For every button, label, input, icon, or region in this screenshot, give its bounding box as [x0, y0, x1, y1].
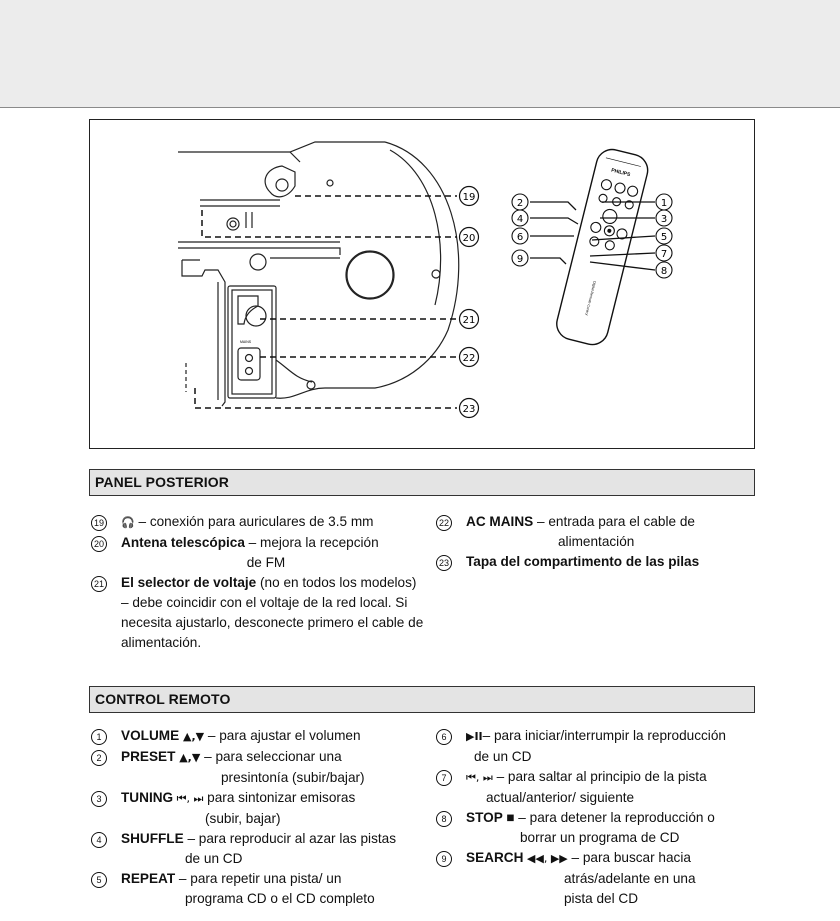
list-item-9: 9 SEARCH ◀◀, ▶▶ – para buscar hacia atrás/adelante en una pista del CD: [436, 848, 758, 909]
remote-control-drawing: [553, 146, 651, 348]
svg-text:20: 20: [462, 233, 476, 244]
page-header-band: [0, 0, 840, 108]
callout-7: [656, 245, 672, 261]
list-item-19: 19 🎧 – conexión para auriculares de 3.5 mm: [91, 512, 411, 533]
main-callouts: [460, 187, 479, 418]
svg-text:22: 22: [462, 353, 476, 364]
item-number: 2: [91, 750, 107, 766]
svg-text:1: 1: [660, 198, 668, 209]
callout-3: [656, 210, 672, 226]
callout-1: [656, 194, 672, 210]
callout-20: [460, 228, 479, 247]
callout-6: [512, 228, 528, 244]
main-unit-rear-drawing: [178, 142, 459, 406]
panel-posterior-right-column: [436, 512, 756, 572]
rear-panel-and-remote-drawing: [90, 120, 756, 450]
svg-text:4: 4: [516, 214, 524, 225]
callout-23: [460, 399, 479, 418]
svg-text:19: 19: [462, 192, 476, 203]
play-pause-icon: ▶II: [466, 730, 483, 743]
callout-2: [512, 194, 528, 210]
callout-19: [460, 187, 479, 206]
list-item-7: 7 ⏮, ⏭ – para saltar al principio de la pista actual/anterior/ siguiente: [436, 767, 758, 808]
up-down-arrows-icon: ▲,▼: [179, 730, 205, 743]
item-number: 22: [436, 515, 452, 531]
list-item-1: 1 VOLUME ▲,▼ – para ajustar el volumen: [91, 726, 421, 747]
list-item-20: 20 Antena telescópica – mejora la recepción de FM: [91, 533, 411, 573]
callout-9: [512, 250, 528, 266]
svg-text:2: 2: [516, 198, 524, 209]
section-header-panel-posterior: PANEL POSTERIOR: [89, 469, 755, 496]
section-header-control-remoto: CONTROL REMOTO: [89, 686, 755, 713]
list-item-4: 4 SHUFFLE – para reproducir al azar las pistas de un CD: [91, 829, 421, 869]
item-number: 23: [436, 555, 452, 571]
item-number: 8: [436, 811, 452, 827]
rewind-forward-icon: ◀◀, ▶▶: [523, 852, 568, 865]
product-illustration: [89, 119, 755, 449]
remote-brand-label: PHILIPS: [610, 167, 631, 179]
svg-text:7: 7: [660, 249, 668, 260]
skip-prev-next-icon: ⏮, ⏭: [173, 792, 204, 805]
item-number: 21: [91, 576, 107, 592]
item-number: 6: [436, 729, 452, 745]
callout-5: [656, 228, 672, 244]
remote-side-text: Digital Remote Control: [584, 280, 597, 316]
callout-8: [656, 262, 672, 278]
item-number: 7: [436, 770, 452, 786]
item-number: 3: [91, 791, 107, 807]
list-item-8: 8 STOP ■ – para detener la reproducción o borrar un programa de CD: [436, 808, 758, 848]
svg-text:3: 3: [660, 214, 668, 225]
callout-21: [460, 310, 479, 329]
list-item-2: 2 PRESET ▲,▼ – para seleccionar una presintonía (subir/bajar): [91, 747, 421, 788]
stop-label: STOP ■: [466, 810, 515, 825]
list-item-3: 3 TUNING ⏮, ⏭ para sintonizar emisoras (subir, bajar): [91, 788, 421, 829]
control-remoto-right-column: [436, 726, 758, 909]
control-remoto-left-column: [91, 726, 421, 909]
list-item-21: 21 El selector de voltaje (no en todos los modelos) – debe coincidir con el voltaje de la red local. Si necesita ajustarlo, desconecte primero el cable de alimentación.: [91, 573, 426, 653]
panel-posterior-left-column: [91, 512, 424, 653]
previous-next-icon: ⏮, ⏭: [466, 771, 493, 784]
list-item-23: 23 Tapa del compartimento de las pilas: [436, 552, 756, 572]
list-item-22: 22 AC MAINS – entrada para el cable de alimentación: [436, 512, 756, 552]
svg-text:5: 5: [660, 232, 668, 243]
svg-text:6: 6: [516, 232, 524, 243]
headphones-icon: 🎧: [121, 516, 135, 529]
up-down-arrows-icon: ▲,▼: [175, 751, 201, 764]
item-number: 19: [91, 515, 107, 531]
svg-text:8: 8: [660, 266, 668, 277]
mains-label: MAINS: [240, 340, 252, 344]
item-number: 5: [91, 872, 107, 888]
item-number: 20: [91, 536, 107, 552]
callout-22: [460, 348, 479, 367]
item-number: 4: [91, 832, 107, 848]
svg-text:9: 9: [516, 254, 524, 265]
svg-text:23: 23: [462, 404, 476, 415]
list-item-5: 5 REPEAT – para repetir una pista/ un programa CD o el CD completo: [91, 869, 421, 909]
svg-text:21: 21: [462, 315, 476, 326]
list-item-6: 6 ▶II– para iniciar/interrumpir la reproducción de un CD: [436, 726, 758, 767]
item-number: 1: [91, 729, 107, 745]
item-number: 9: [436, 851, 452, 867]
callout-4: [512, 210, 528, 226]
